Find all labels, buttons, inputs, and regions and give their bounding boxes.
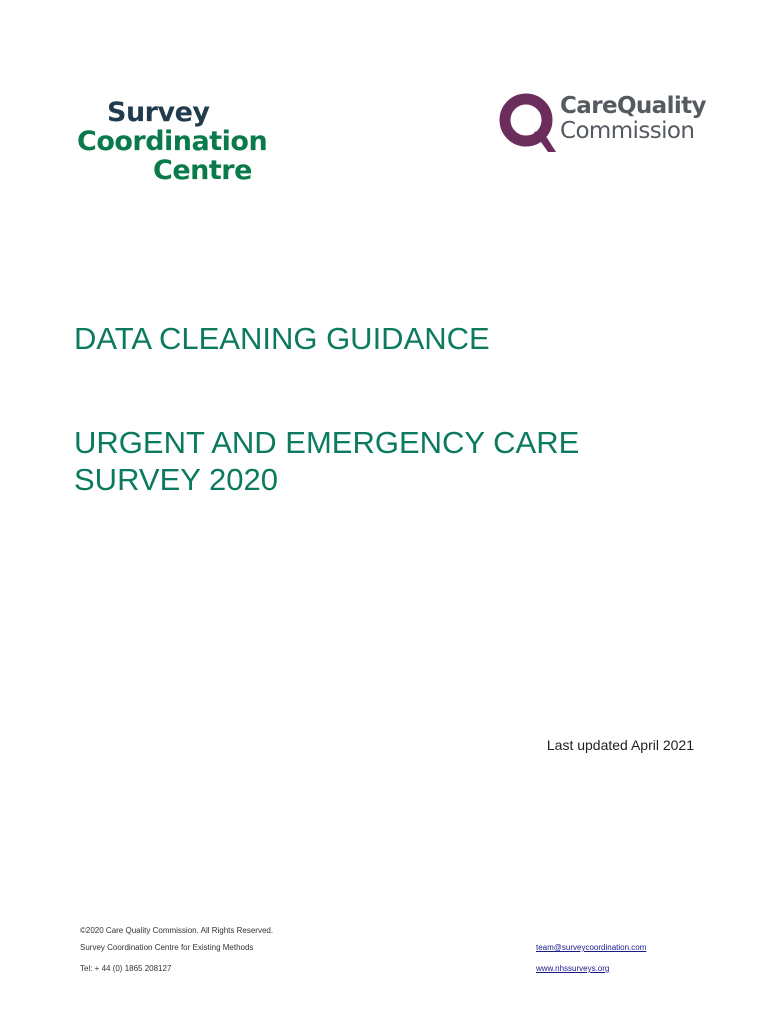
cqc-logo-text — [560, 94, 706, 144]
document-subtitle: URGENT AND EMERGENCY CARE SURVEY 2020 — [74, 425, 580, 497]
cqc-q-icon — [498, 90, 558, 156]
survey-coordination-centre-logo — [77, 98, 307, 185]
footer-organisation: Survey Coordination Centre for Existing Methods — [80, 943, 254, 952]
scc-logo-line1: Survey — [107, 97, 210, 128]
footer-copyright: ©2020 Care Quality Commission. All Rights Reserved. — [80, 926, 274, 935]
cqc-logo-line1: CareQuality — [560, 93, 706, 119]
care-quality-commission-logo — [498, 90, 718, 156]
last-updated-date: Last updated April 2021 — [546, 737, 694, 753]
footer-telephone: Tel: + 44 (0) 1865 208127 — [80, 964, 172, 973]
cqc-logo-line2: Commission — [560, 118, 695, 144]
footer-email-link[interactable]: team@surveycoordination.com — [536, 943, 647, 952]
footer-website-link[interactable]: www.nhssurveys.org — [536, 964, 610, 973]
scc-logo-line3: Centre — [153, 155, 252, 186]
document-title: DATA CLEANING GUIDANCE — [74, 321, 490, 356]
scc-logo-line2: Coordination — [77, 126, 268, 157]
